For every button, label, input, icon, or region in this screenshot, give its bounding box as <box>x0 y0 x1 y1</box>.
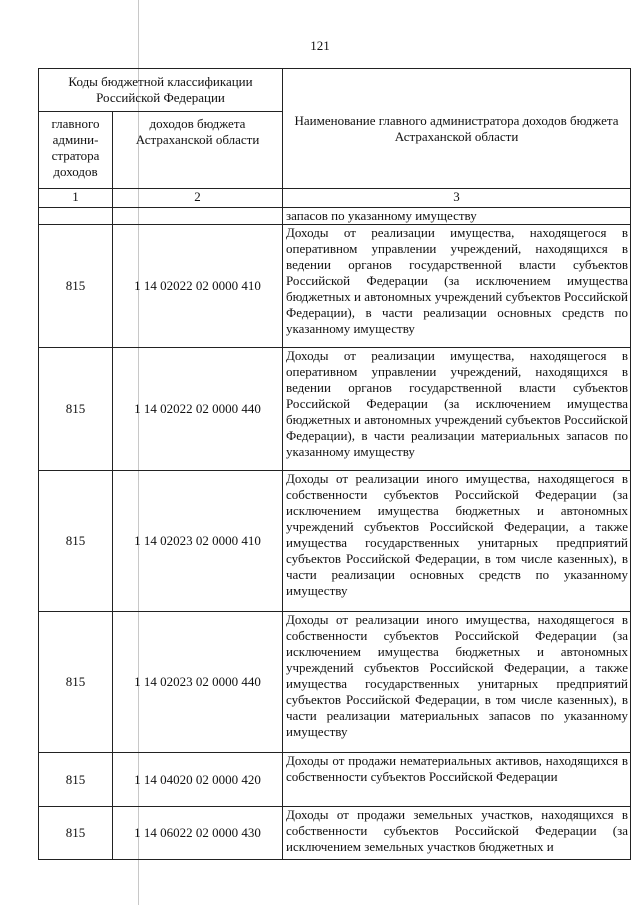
income-name: Доходы от реализации иного имущества, находящегося в собственности субъектов Российской Федерации (за исключением имущества бюджетных и автономных учреждений субъектов Российской Федерации, а также имущества государственных унитарных предприятий субъектов Российской Федерации, в том числе казенных), в части реализации основных средств по указанному имуществу <box>283 471 631 612</box>
admin-code: 815 <box>39 348 113 471</box>
income-name: Доходы от продажи земельных участков, находящихся в собственности субъектов Российской Федерации (за исключением земельных участков бюджетных и <box>283 807 631 860</box>
column-number-1: 1 <box>39 189 113 208</box>
income-name: Доходы от реализации имущества, находящегося в оперативном управлении учреждений, находящихся в ведении органов государственной власти субъектов Российской Федерации (за исключением имущества бюджетных и автономных учреждений субъектов Российской Федерации), в части реализации материальных запасов по указанному имуществу <box>283 348 631 471</box>
admin-code: 815 <box>39 612 113 753</box>
continuation-row <box>39 208 631 225</box>
header-codes-group: Коды бюджетной классификации Российской Федерации <box>39 69 283 112</box>
continuation-text: запасов по указанному имуществу <box>283 208 631 225</box>
header-row-group <box>39 69 631 112</box>
income-code: 1 14 02023 02 0000 440 <box>113 612 283 753</box>
admin-code: 815 <box>39 471 113 612</box>
page-number: 121 <box>310 38 330 53</box>
income-name: Доходы от реализации иного имущества, находящегося в собственности субъектов Российской Федерации (за исключением имущества бюджетных и автономных учреждений субъектов Российской Федерации, а также имущества государственных унитарных предприятий субъектов Российской Федерации, в том числе казенных), в части реализации материальных запасов по указанному имуществу <box>283 612 631 753</box>
income-code: 1 14 02023 02 0000 410 <box>113 471 283 612</box>
income-name: Доходы от реализации имущества, находящегося в оперативном управлении учреждений, находящихся в ведении органов государственной власти субъектов Российской Федерации (за исключением имущества бюджетных и автономных учреждений субъектов Российской Федерации), в части реализации основных средств по указанному имуществу <box>283 225 631 348</box>
table-row <box>39 348 631 471</box>
income-code: 1 14 04020 02 0000 420 <box>113 753 283 807</box>
admin-code: 815 <box>39 807 113 860</box>
header-admin-name: Наименование главного администратора доходов бюджета Астраханской области <box>283 69 631 189</box>
table-row <box>39 225 631 348</box>
column-number-3: 3 <box>283 189 631 208</box>
column-number-2: 2 <box>113 189 283 208</box>
column-number-row <box>39 189 631 208</box>
income-code: 1 14 02022 02 0000 440 <box>113 348 283 471</box>
header-admin-code: главного админи-стратора доходов <box>39 112 113 189</box>
table-row <box>39 807 631 860</box>
admin-code: 815 <box>39 225 113 348</box>
income-code: 1 14 06022 02 0000 430 <box>113 807 283 860</box>
table-row <box>39 612 631 753</box>
admin-code: 815 <box>39 753 113 807</box>
header-income-code: доходов бюджета Астраханской области <box>113 112 283 189</box>
table-row <box>39 471 631 612</box>
income-code: 1 14 02022 02 0000 410 <box>113 225 283 348</box>
budget-classification-table <box>38 68 631 860</box>
table-row <box>39 753 631 807</box>
income-name: Доходы от продажи нематериальных активов, находящихся в собственности субъектов Российской Федерации <box>283 753 631 807</box>
